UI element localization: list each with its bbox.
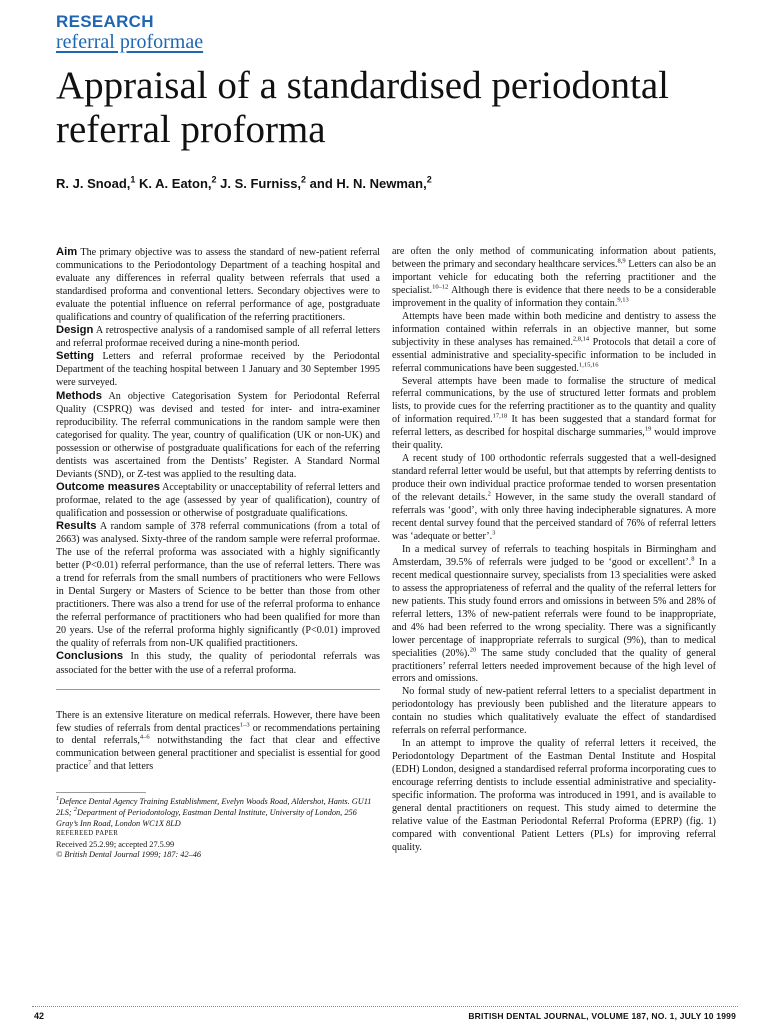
author-affiliation-mark: 1 xyxy=(130,174,136,185)
abstract-heading: Setting xyxy=(56,350,94,363)
footnote-divider xyxy=(56,792,146,793)
copyright: © British Dental Journal 1999; 187: 42–46 xyxy=(56,850,202,860)
body-paragraph: A recent study of 100 orthodontic referrals suggested that a well-designed standard referral letter would be useful, but that attempts by referring dentists to produce their own individual practice proformae tended to worsen presentation of the relevant details.$^2$ However, in the same study the overall standard of referrals was ‘good’, with only three having indecipherable signatures. A more recent dental survey found that the perceived standard of 76% of referral letters was ‘adequate or better’.$^3$ xyxy=(392,453,717,542)
intro-left xyxy=(56,710,380,775)
abstract-aim xyxy=(56,246,380,324)
abstract-results xyxy=(56,520,380,650)
author-list xyxy=(56,176,432,191)
body-paragraph: Attempts have been made within both medicine and dentistry to assess the information contained within referrals in an objective manner, but some subjectivity in these analyses has remained.$^{2,8,14}$ Protocols that detail a core of essential administrative and speciality-specific information to be included in referral communications have been suggested.$^{1,15,16}$ xyxy=(392,310,716,374)
journal-citation: BRITISH DENTAL JOURNAL, VOLUME 187, NO. 1, JULY 10 1999 xyxy=(468,1011,736,1021)
author-affiliation-mark: 2 xyxy=(426,174,432,185)
abstract-conclusions xyxy=(56,650,380,676)
abstract-text: Acceptability or unacceptability of referral letters and proformae, related to the age (assessed by year of qualification), country of qualification and possession or otherwise of postgraduate qualifications. xyxy=(56,481,380,519)
abstract-heading: Design xyxy=(56,324,94,337)
abstract-heading: Conclusions xyxy=(56,650,124,663)
abstract-heading: Aim xyxy=(56,246,78,258)
abstract-text: Letters and referral proformae received by the Periodontal Department of the teaching hospital between 1 January and 30 September 1995 were surveyed. xyxy=(56,351,380,389)
body-paragraph: No formal study of new-patient referral letters to a specialist department in periodontology has previously been published and the literature appears to contain no studies which qualitatively evaluate the effect of standardised referrals on referral performance. xyxy=(392,686,716,737)
abstract-setting xyxy=(56,350,380,389)
footer-divider xyxy=(32,1006,738,1007)
body-paragraph: In a medical survey of referrals to teaching hospitals in Birmingham and Amsterdam, 39.5% of referrals were judged to be ‘good or excellent’.$^8$ In a recent medical questionnaire survey, specialists from 13 specialities were asked to assess the appropriateness of referral and the quality of the referral letters for new patients. This study found errors and omissions in between 5% and 28% of referral letters, 13% of new-patient referrals were found to be inappropriate, and 4% had been referred to the wrong speciality. There was a significantly lower percentage of inappropriate referrals to surgical (9%), than to medical specialities (20%).$^{20}$ The same study concluded that the quality of general practitioners’ referral letters needed improvement because of the high level of errors and omissions. xyxy=(392,543,717,685)
page-number: 42 xyxy=(34,1011,45,1021)
abstract-outcome xyxy=(56,481,380,520)
abstract-heading: Methods xyxy=(56,389,102,402)
body-paragraph: are often the only method of communicating information about patients, between the primary and secondary healthcare services.$^{8,9}$ Letters can also be an important vehicle for educating both the referring practitioner and the specialist.$^{10-12}$ Although there is evidence that there needs to be a considerable improvement in the quality of information they contain.$^{9,13}$ xyxy=(392,246,716,309)
section-label: RESEARCH xyxy=(56,12,154,31)
author-name: J. S. Furniss, xyxy=(216,176,302,191)
author-affiliation-mark: 2 xyxy=(301,174,307,185)
abstract-text: In this study, the quality of periodontal referrals was associated for the better with the use of a referral proforma. xyxy=(56,651,380,676)
abstract-divider xyxy=(56,689,380,690)
section-subtitle: referral proformae xyxy=(56,31,204,53)
affiliations: $^1$Defence Dental Agency Training Establishment, Evelyn Woods Road, Aldershot, Hants. GU11 2LS; $^2$Department of Periodontology, Eastman Dental Institute, University of London, 256 Gray’s Inn Road, London WC1X 8LD xyxy=(56,795,372,828)
author-name: R. J. Snoad, xyxy=(56,176,131,191)
abstract-text: The primary objective was to assess the standard of new-patient referral communications to the Periodontology Department of a teaching hospital and evaluate any differences in referral quality between referrals that used a standardised proforma and conventional letters. Secondary objectives were to evaluate the potential influence on referral performance of age, postgraduate qualifications and country of qualification of the referring practitioners. xyxy=(56,247,380,324)
body-paragraph: In an attempt to improve the quality of referral letters it received, the Periodontology Department of the Eastman Dental Institute and Hospital (EDH) London, designed a standardised referral proforma incorporating cues to encourage referring dentists to include essential administrative and speciality-specific information. The proforma was introduced in 1991, and is available to general dental practitioners on request. This study aimed to determine the relative value of the Eastman Periodontal Referral Proforma (EPRP) (fig. 1) compared with conventional Patient Letters (PLs) for improving referral quality. xyxy=(392,738,716,853)
footnote xyxy=(56,797,380,861)
abstract-heading: Results xyxy=(56,519,97,532)
received-dates: Received 25.2.99; accepted 27.5.99 xyxy=(56,839,175,849)
abstract-methods xyxy=(56,390,380,481)
left-column xyxy=(56,246,380,861)
abstract-design xyxy=(56,324,380,350)
abstract-text: An objective Categorisation System for Periodontal Referral Quality (CSPRQ) was devised and tested for inter- and intra-examiner reproducibility. The referral communications in the random sample were then categorised for quality. The year, country of qualification (UK or non-UK) and possession or otherwise of postgraduate qualifications for each of the referring dentists was ascertained from the Dentists’ Register. A Standard Normal Deviants (SND), or Z-test was applied to the resulting data. xyxy=(56,390,380,480)
author-affiliation-mark: 2 xyxy=(211,174,217,185)
body-paragraph: Several attempts have been made to formalise the structure of medical referral communications, by the use of structured letter formats and problem lists, to provide cues for the referring practitioner as to the quantity and quality of information required.$^{17,18}$ It has been suggested that a standard format for referral letters, as described for hospital discharge summaries,$^{19}$ would improve their quality. xyxy=(392,375,717,452)
refereed-label: REFEREED PAPER xyxy=(56,830,119,838)
abstract-heading: Outcome measures xyxy=(56,480,160,493)
abstract xyxy=(56,246,380,677)
author-name: K. A. Eaton, xyxy=(135,176,212,191)
article-title: Appraisal of a standardised periodontal referral proforma xyxy=(56,64,669,151)
abstract-text: A random sample of 378 referral communications (from a total of 2663) was analysed. Sixty-three of the random sample were referral proformae. The use of the referral proforma was associated with a highly significantly better (P<0.01) referral performance, than the use of referral letters. There was a trend for referrals from the small numbers of practitioners who were Fellows in Dental Surgery or Masters of Science to be better than those from other practitioners. There was also a trend for use of the referral proforma to enhance the referral performance of practitioners who had been qualified for more than 20 years. Use of the referral proforma highly significantly (P<0.01) improved the quality of referrals from non-UK qualified practitioners. xyxy=(56,520,380,650)
abstract-text: A retrospective analysis of a randomised sample of all referral letters and referral proformae received during a nine-month period. xyxy=(56,325,381,350)
right-column xyxy=(392,246,716,855)
author-name: and H. N. Newman, xyxy=(306,176,427,191)
body-paragraph: There is an extensive literature on medical referrals. However, there have been few studies of referrals from dental practices$^{1-3}$ or recommendations pertaining to dental referrals,$^{4-6}$ notwithstanding the fact that clear and effective communication between general practitioner and specialist is essential for good practice$^7$ and that letters xyxy=(56,709,381,773)
